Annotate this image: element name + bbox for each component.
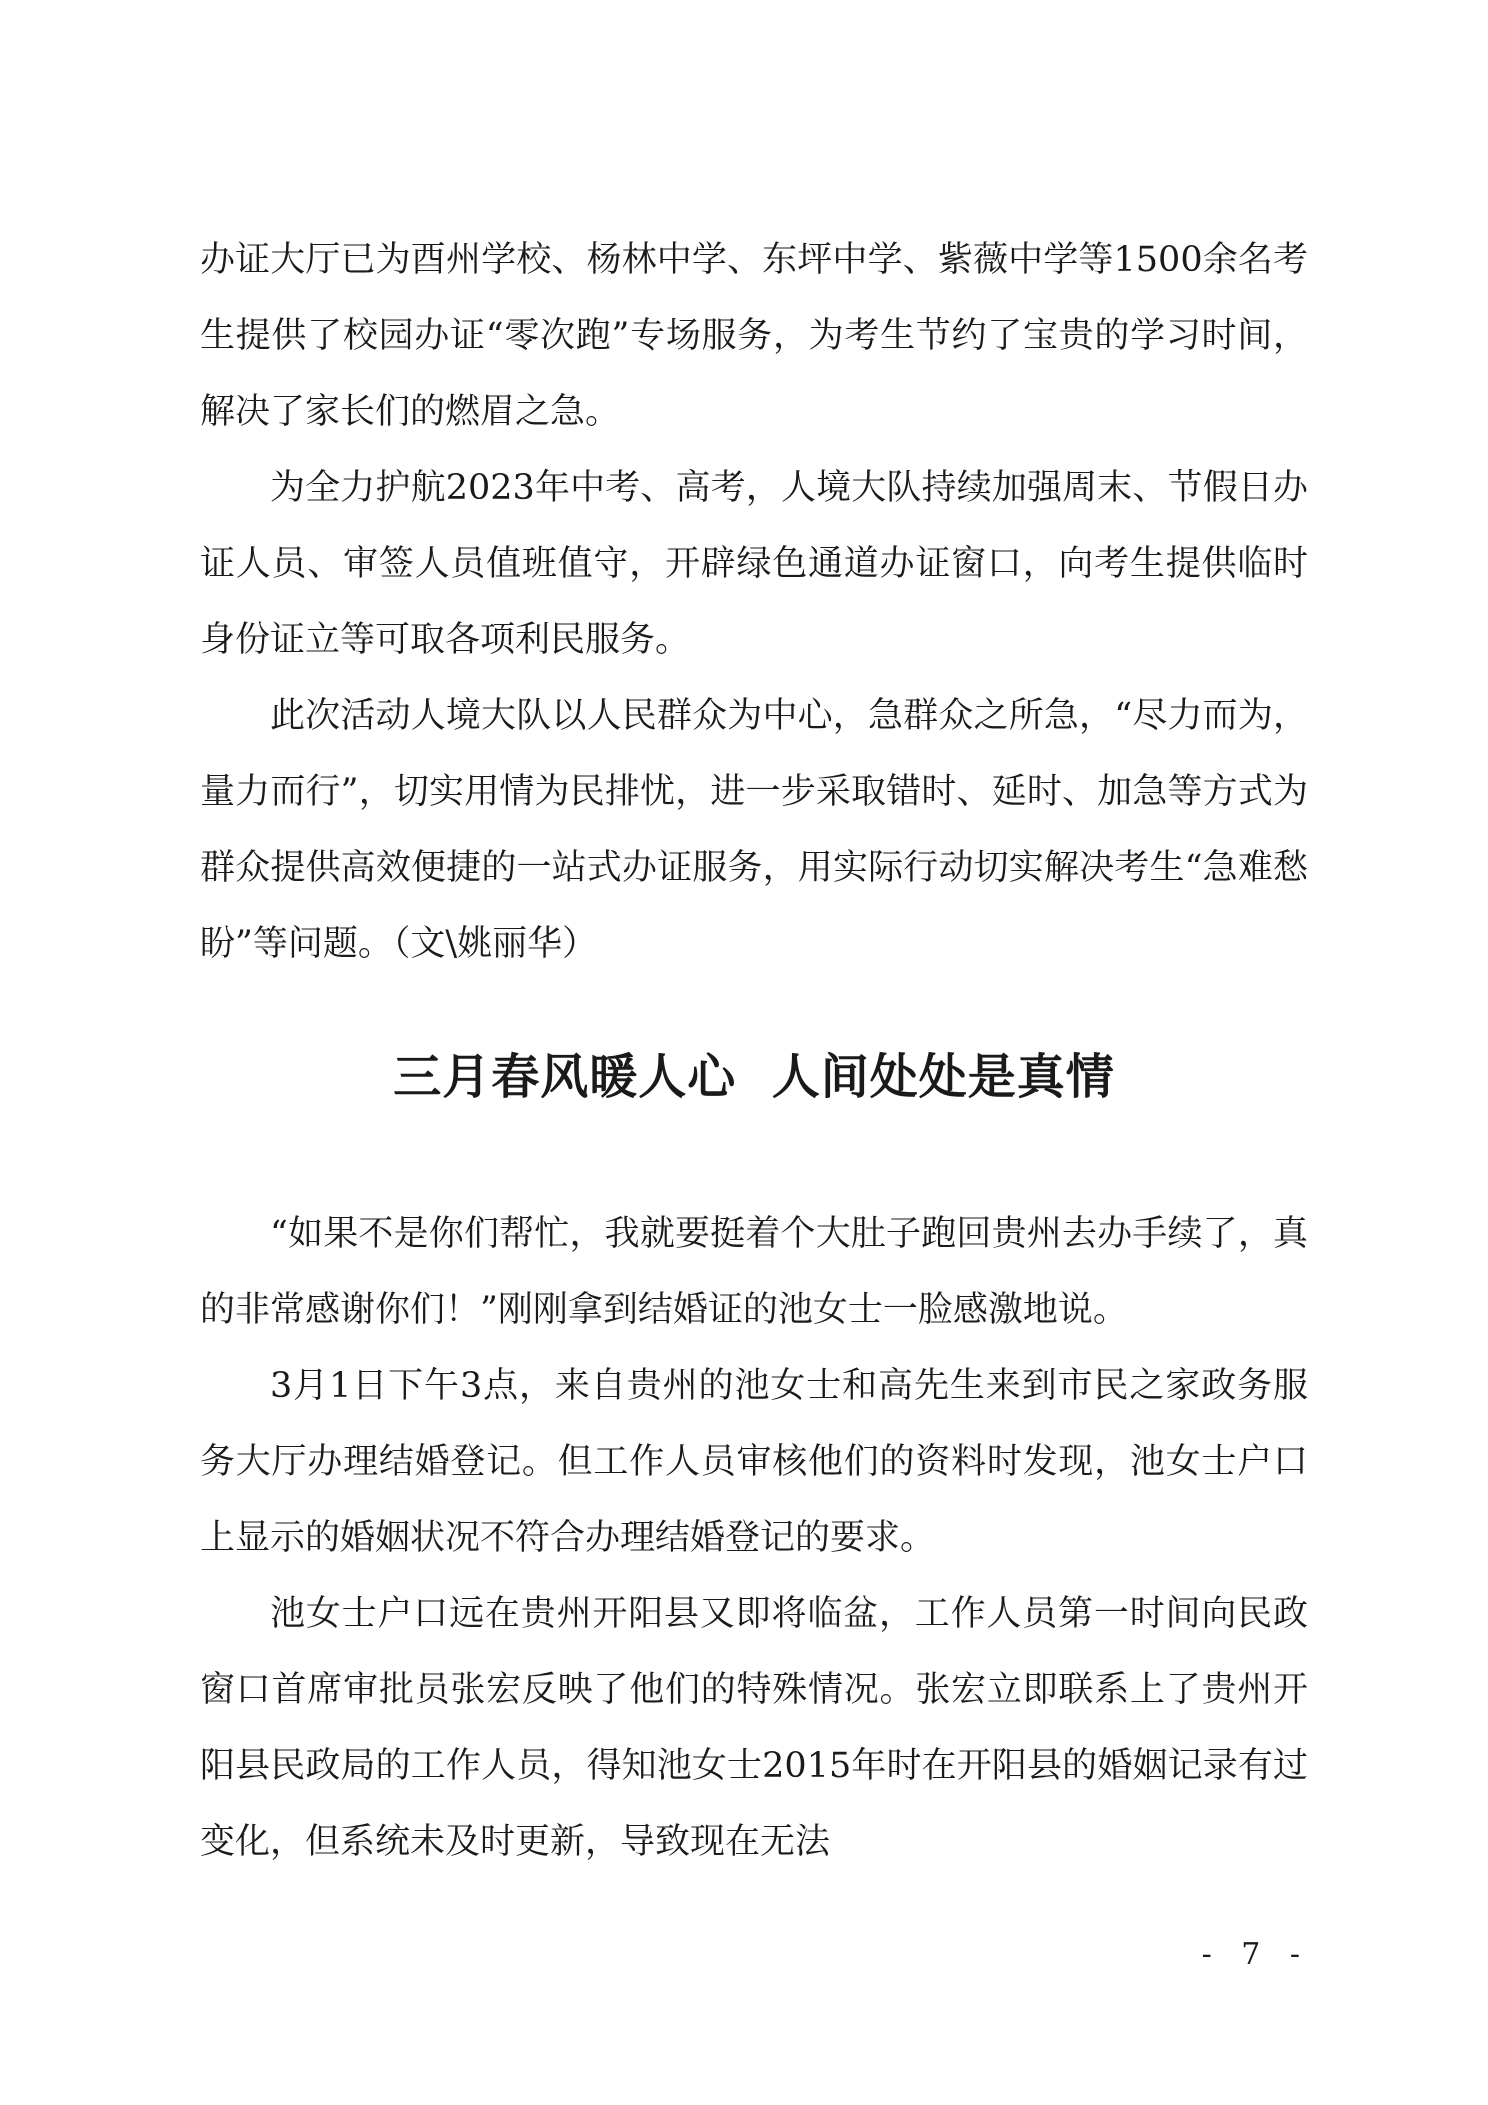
paragraph: 办证大厅已为酉州学校、杨林中学、东坪中学、紫薇中学等1500余名考生提供了校园办证“零次跑”专场服务，为考生节约了宝贵的学习时间，解决了家长们的燃眉之急。 bbox=[200, 240, 1308, 432]
article-continuation bbox=[200, 222, 1308, 982]
page-number: - 7 - bbox=[1201, 1937, 1310, 1972]
article-title: 三月春风暖人心 人间处处是真情 bbox=[393, 1049, 1115, 1105]
article-body bbox=[200, 1196, 1308, 1880]
paragraph: 此次活动人境大队以人民群众为中心，急群众之所急，“尽力而为，量力而行”，切实用情为民排忧，进一步采取错时、延时、加急等方式为群众提供高效便捷的一站式办证服务，用实际行动切实解决考生“急难愁盼”等问题。（文\姚丽华） bbox=[200, 696, 1308, 964]
paragraph: 3月1日下午3点，来自贵州的池女士和高先生来到市民之家政务服务大厅办理结婚登记。但工作人员审核他们的资料时发现，池女士户口上显示的婚姻状况不符合办理结婚登记的要求。 bbox=[200, 1366, 1308, 1558]
paragraph: “如果不是你们帮忙，我就要挺着个大肚子跑回贵州去办手续了，真的非常感谢你们！”刚刚拿到结婚证的池女士一脸感激地说。 bbox=[200, 1214, 1308, 1330]
paragraph: 为全力护航2023年中考、高考，人境大队持续加强周末、节假日办证人员、审签人员值班值守，开辟绿色通道办证窗口，向考生提供临时身份证立等可取各项利民服务。 bbox=[200, 468, 1308, 660]
paragraph: 池女士户口远在贵州开阳县又即将临盆，工作人员第一时间向民政窗口首席审批员张宏反映了他们的特殊情况。张宏立即联系上了贵州开阳县民政局的工作人员，得知池女士2015年时在开阳县的婚姻记录有过变化，但系统未及时更新，导致现在无法 bbox=[200, 1594, 1308, 1862]
